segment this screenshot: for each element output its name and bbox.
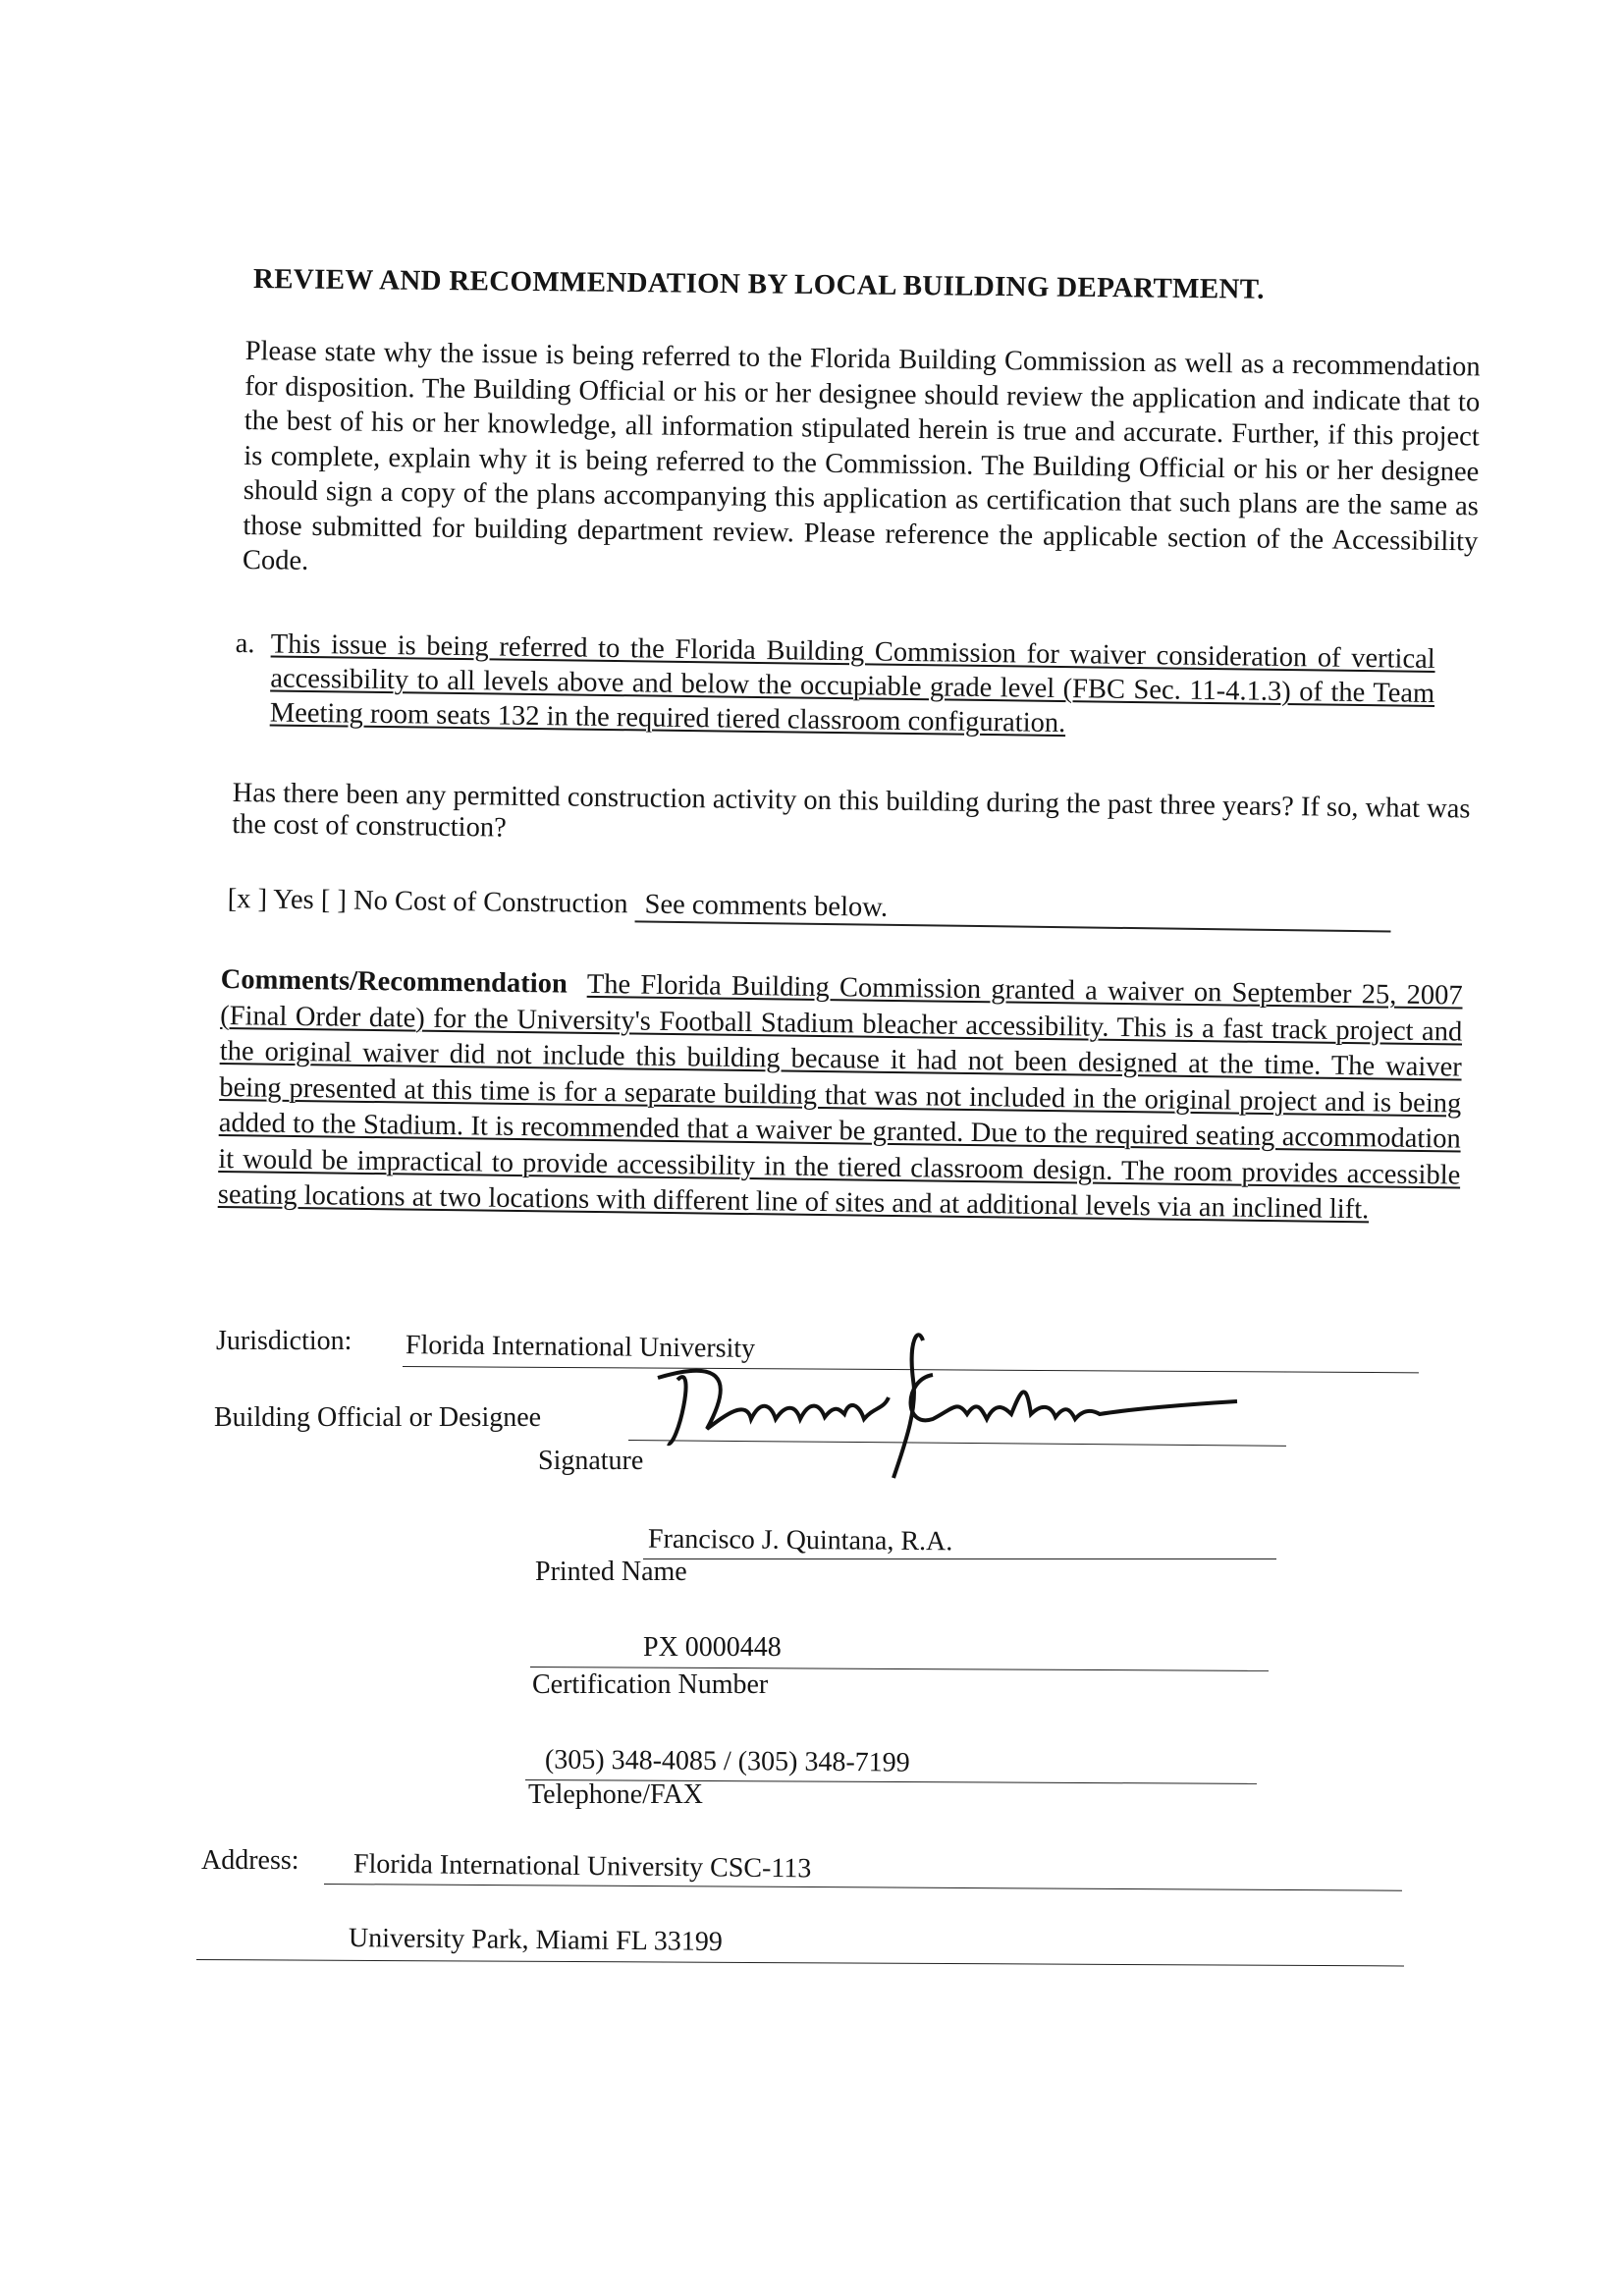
jurisdiction-value: Florida International University	[405, 1330, 756, 1364]
cost-label: Cost of Construction	[394, 886, 628, 920]
certification-value: PX 0000448	[643, 1632, 782, 1663]
address-label: Address:	[201, 1845, 299, 1876]
comments-label: Comments/Recommendation	[220, 963, 568, 1000]
item-a-label: a.	[235, 628, 255, 660]
official-label: Building Official or Designee	[214, 1402, 542, 1433]
address-line1-rule	[324, 1884, 1402, 1891]
signature-label: Signature	[538, 1446, 644, 1476]
address-line2: University Park, Miami FL 33199	[348, 1923, 724, 1957]
instructions-paragraph: Please state why the issue is being referred to the Florida Building Commission as well as a recommendation for disposition. The Building Official or his or her designee should review the application and indicate that to the best of his or her knowledge, all information stipulated herein is true and accurate. Further, if this project is complete, explain why it is being referred to the Commission. The Building Official or his or her designee should sign a copy of the plans accompanying this application as certification that such plans are the same as those submitted for building department review. Please reference the applicable section of the Accessibility Code.	[242, 335, 1481, 576]
printed-name-value: Francisco J. Quintana, R.A.	[647, 1523, 953, 1558]
page-title: REVIEW AND RECOMMENDATION BY LOCAL BUILDING DEPARTMENT.	[252, 263, 1265, 305]
item-a-text: This issue is being referred to the Florida Building Commission for waiver consideration of vertical accessibility to all levels above and below the occupiable grade level (FBC Sec. 11-4.1.3) of the Team Meeting room seats 132 in the required tiered classroom configuration.	[269, 629, 1435, 739]
telephone-value: (305) 348-4085 / (305) 348-7199	[544, 1744, 910, 1778]
address-line2-rule	[196, 1959, 1404, 1966]
no-checkbox: [ ] No	[320, 885, 389, 917]
address-line1: Florida International University CSC-113	[352, 1848, 812, 1885]
telephone-label: Telephone/FAX	[528, 1779, 703, 1810]
printed-name-line	[643, 1558, 1276, 1559]
certification-label: Certification Number	[532, 1669, 769, 1700]
comments-section	[218, 962, 1463, 1230]
construction-question: Has there been any permitted construction activity on this building during the past three years? If so, what was the cost of construction?	[232, 778, 1471, 844]
comments-text: The Florida Building Commission granted a waiver on September 25, 2007 (Final Order date) for the University's Football Stadium bleacher accessibility. This is a fast track project and the original waiver did not include this building because it had not been designed at the time. The waiver being presented at this time is for a separate building that was not included in the original project and is being added to the Stadium. It is recommended that a waiver be granted. Due to the required seating accommodation it would be impractical to provide accessibility in the tiered classroom design. The room provides accessible seating locations at two locations with different line of sites and at additional levels via an inclined lift.	[217, 968, 1463, 1226]
jurisdiction-label: Jurisdiction:	[216, 1326, 352, 1356]
cost-value: See comments below.	[634, 889, 1390, 932]
construction-answer-row	[228, 884, 1391, 933]
printed-name-label: Printed Name	[535, 1557, 687, 1587]
item-a	[235, 627, 1435, 745]
signature-image	[638, 1321, 1276, 1488]
yes-checkbox: [x ] Yes	[227, 884, 314, 916]
